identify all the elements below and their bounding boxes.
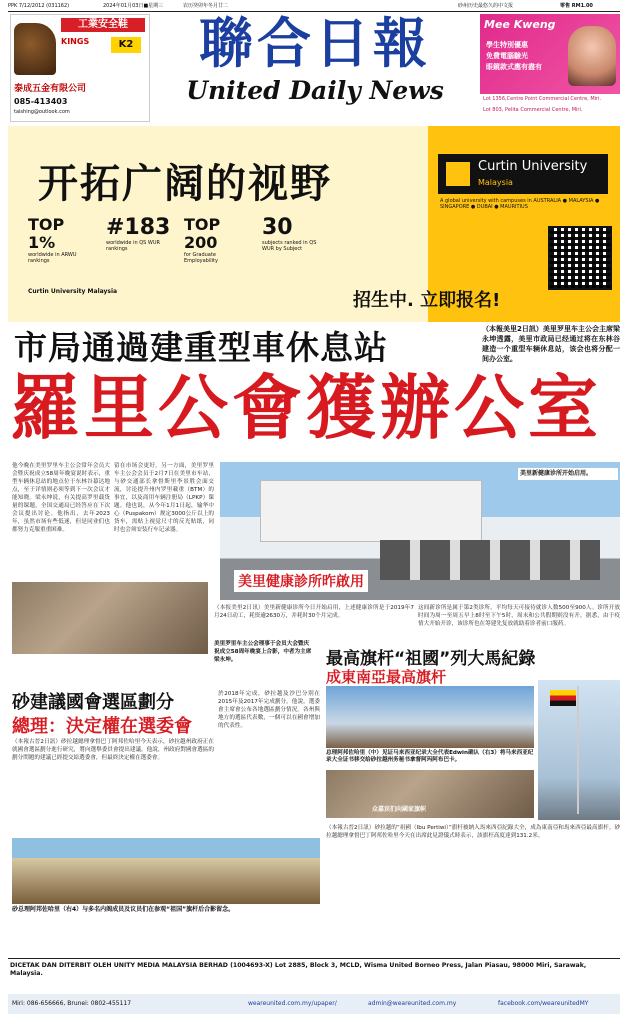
ad-brand: KINGS bbox=[61, 37, 90, 46]
group-photo-bottom bbox=[12, 838, 320, 904]
masthead-chinese: 聯合日報 bbox=[199, 11, 431, 75]
flag-caption1: 总理阿邦佐哈里（中）见证马来西亚纪录大全代表Edwin确认（右3）将马来西亚纪录大全证书移交给砂拉越州务秘书拿督阿玛阿布巴卡。 bbox=[326, 750, 534, 763]
optical-line3: 眼鏡款式應有盡有 bbox=[486, 63, 542, 71]
bottom-photo-caption: 砂总理阿邦佐哈里（右4）与多名内阁成员及议员们在参观“祖国”旗杆后合影留念。 bbox=[12, 906, 235, 913]
main-body-col2: 留在市场会更好。另一方面，美里罗里车主公会会员于2月7日在美里市车站，与砂交通部长拿督斯里李景胜会面交流，讨论提升州内罗里載重（BTM）的事宜，以及商用车辆注册局（LPKP）课题。他也说，从今年1月1日起，输华中心（Puspakom）规定3000公斤以上的货车，需贴上视觉尺寸的反光贴纸，同时也会须安装行车记录器。 bbox=[114, 463, 214, 533]
main-lede: （本報美里2日訊）美里罗里车主公会主席梁永坤透露，美里市政局已经通过将在东林谷建造一个重型车辆休息站，该会也将分配一间办公室。 bbox=[482, 325, 620, 363]
election-body: （本報古晉2日訊）砂拉越總理拿督巴丁阿邦佐哈里今天表示，砂拉越州政府正在就國會選區劃分進行研究，將向選舉委員會提出建議。他說，州政府對國會選區的劃分問題的建議已經提交給選委會，但最終決定權在選委會。 bbox=[12, 739, 214, 761]
footer-contacts bbox=[8, 994, 620, 1014]
flag-ceremony-photo bbox=[326, 686, 534, 748]
association-photo bbox=[12, 582, 208, 654]
footer-publisher: DICETAK DAN DITERBIT OLEH UNITY MEDIA MALAYSIA BERHAD (1004693-X) Lot 2885, Block 3, MCLD, Wisma United Borneo Press, Jalan Piasau, 98000 Miri, Sarawak, Malaysia. bbox=[10, 962, 587, 977]
qr-code[interactable] bbox=[548, 226, 612, 290]
curtin-campuses: A global university with campuses in AUSTRALIA ● MALAYSIA ● SINGAPORE ● DUBAI ● MAURITIUS bbox=[440, 198, 600, 210]
footer-email[interactable]: admin@weareunited.com.my bbox=[368, 1000, 457, 1007]
top-bar bbox=[8, 3, 620, 11]
optical-addr1: Lot 1356,Centre Point Commercial Centre, Miri. bbox=[483, 96, 602, 102]
footer-facebook[interactable]: facebook.com/weareunitedMY bbox=[498, 1000, 589, 1007]
main-subhead: 市局通過建重型車休息站 bbox=[14, 328, 388, 367]
shoe-image bbox=[14, 23, 56, 75]
clinic-photo bbox=[220, 462, 620, 600]
curtin-cta[interactable]: 招生中. 立即报名! bbox=[353, 290, 501, 311]
flag-body: （本報古晉2日訊）砂拉越的“祖國（Ibu Pertiwi）”旗杆被納入馬來西亞紀錄大全，成為東南亞和馬來西亞最高旗杆。砂拉越總理拿督巴丁阿邦佐哈里今天在出席此見證儀式時表示，該旗杆高度達到131.2米。 bbox=[326, 825, 620, 839]
main-headline: 羅里公會獲辦公室 bbox=[10, 366, 602, 449]
stat-3: TOP 200 for Graduate Employability bbox=[184, 215, 221, 264]
flag-caption2: 众嘉宾们向國家旗帜 bbox=[372, 806, 427, 813]
optical-line1: 學生特別優惠 bbox=[486, 41, 528, 49]
election-body2: 於2018年完成，砂拉越及沙巴分別在2015年及2017年完成劃分。他說，選委會主席會公布各地選區劃分情況。各州與地方的選區代表數，一個可以在國會增加的代表性。 bbox=[218, 691, 320, 729]
clinic-building bbox=[260, 480, 482, 542]
tagline: 砂州历史最悠久的中文报 bbox=[458, 3, 514, 9]
optical-line2: 免費電腦驗光 bbox=[486, 52, 528, 60]
curtin-stats bbox=[28, 216, 328, 278]
ad-shop-name: 泰成五金有限公司 bbox=[14, 84, 87, 94]
optical-brand: Mee Kweng bbox=[484, 18, 556, 31]
curtin-logo-text: Curtin University bbox=[478, 159, 588, 174]
flag-headline: 成東南亞最高旗杆 bbox=[326, 668, 447, 686]
footer-web[interactable]: weareunited.com.my/upaper/ bbox=[248, 1000, 337, 1007]
issue-date: 2024年01月03日■星期三 bbox=[103, 3, 164, 9]
ad-model: K2 bbox=[111, 37, 141, 53]
clinic-caption-top: 美里新健康诊所开始启用。 bbox=[518, 468, 618, 480]
flag-group-photo bbox=[326, 770, 534, 818]
main-body-col1: 他今晚在美里罗里车主公会常年会员大会暨庆祝成立58周年晚宴说时表示，重型车辆休息站的地点位于东林谷幕达地点，至于详情则必须等到下一次会议才能知晓。梁永坤说，有关提高罗里载货量的课题，全国交通局已经答应在下次会议提出讨论。他指出，去年2023年，虽然市场有些低迷，但是同业们也都努力克服重重困难。 bbox=[12, 463, 110, 533]
ad-phone: 085-413403 bbox=[14, 97, 68, 106]
curtin-logo-box bbox=[438, 154, 608, 194]
clinic-text2: 这间新诊所是属于第2类诊所，平均每天可接待就诊人数500至900人。诊所开放时间为周一至周五早上8时至下午5时，周末和公共假期则没有开，据悉，由于疫情大开始开诊，该诊所也在筹建先复放就助着诊者前口服药。 bbox=[418, 605, 620, 627]
curtin-headline: 开拓广阔的视野 bbox=[38, 161, 332, 207]
flag-subhead: 最高旗杆“祖國”列大馬紀錄 bbox=[326, 649, 536, 669]
ad-safety-shoes[interactable] bbox=[10, 14, 150, 122]
stat-2: #183 worldwide in QS WUR rankings bbox=[106, 215, 171, 252]
ad-curtin[interactable] bbox=[8, 126, 620, 322]
curtin-footer: Curtin University Malaysia bbox=[28, 288, 118, 295]
clinic-text1: （本报美里2日讯）美里新健康诊所今日开始启用，上述健康诊所是于2019年7月24日动工，耗资逾2630万，并耗时30个月完成。 bbox=[214, 605, 414, 619]
stat-1: TOP 1% worldwide in ARWU rankings bbox=[28, 215, 77, 264]
price: 零售 RM1.00 bbox=[560, 3, 593, 9]
flagpole-photo bbox=[538, 680, 620, 820]
curtin-country: Malaysia bbox=[478, 178, 513, 187]
permit-number: PPK 7/12/2012 (031162) bbox=[8, 3, 70, 9]
optical-addr2: Lot 803, Pelita Commercial Centre, Miri. bbox=[483, 107, 583, 113]
stat-4: 30 subjects ranked in QS WUR by Subject bbox=[262, 215, 317, 252]
association-photo-caption: 美里罗里车主公会理事于会员大会暨庆祝成立58周年晚宴上合影，中者为主席梁永坤。 bbox=[214, 641, 312, 663]
model-photo bbox=[568, 26, 616, 86]
ad-optical[interactable] bbox=[480, 14, 620, 120]
election-subhead: 砂建議國會選區劃分 bbox=[12, 692, 174, 713]
clinic-cars bbox=[380, 540, 600, 580]
election-headline: 總理：決定權在選委會 bbox=[12, 716, 192, 737]
footer-phone: Miri: 086-656666, Brunei: 0802-455117 bbox=[12, 1000, 132, 1007]
masthead-english: United Daily News bbox=[186, 76, 444, 105]
clinic-caption-main: 美里健康診所昨啟用 bbox=[234, 570, 368, 592]
curtin-logo-icon bbox=[446, 162, 470, 186]
ad-email: taishing@outlook.com bbox=[14, 109, 70, 115]
lunar-date: 农历癸卯年冬月廿二 bbox=[183, 3, 229, 9]
ad-title: 工業安全鞋 bbox=[61, 18, 145, 32]
